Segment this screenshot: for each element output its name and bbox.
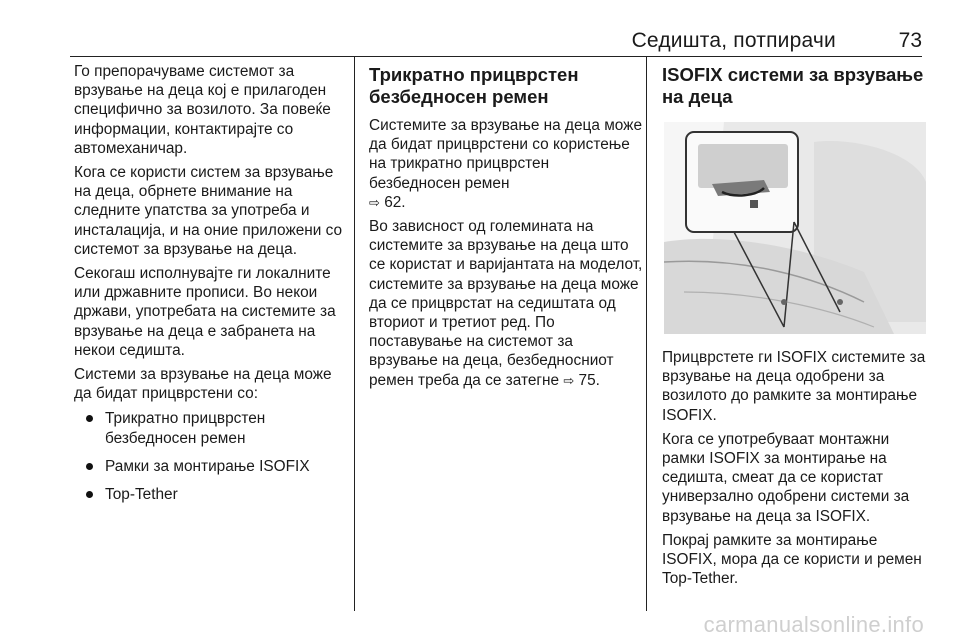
fastening-list bbox=[74, 409, 348, 504]
list-item: Top-Tether bbox=[74, 485, 348, 504]
watermark: carmanualsonline.info bbox=[703, 612, 924, 637]
list-item: Рамки за монтирање ISOFIX bbox=[74, 457, 348, 476]
page-number: 73 bbox=[898, 29, 922, 52]
regulations-paragraph: Секогаш исполнувајте ги локалните или државните прописи. Во некои држави, употребата на системите за врзување на деца е забранета на некои седишта. bbox=[74, 265, 336, 359]
fastening-paragraph: Системи за врзување на деца може да бидат прицврстени со: bbox=[74, 366, 332, 403]
isofix-attach-paragraph: Прицврстете ги ISOFIX системите за врзување на деца одобрени за возилото до рамките за монтирање ISOFIX. bbox=[662, 349, 926, 424]
column-divider-1 bbox=[354, 57, 355, 611]
section-title: Седишта, потпирачи bbox=[631, 29, 836, 52]
header-divider bbox=[70, 56, 922, 57]
column-1 bbox=[74, 62, 348, 513]
isofix-universal-paragraph: Кога се употребуваат монтажни рамки ISOFIX за монтирање на седишта, смеат да се користат универзално одобрени системи за врзување на деца за ISOFIX. bbox=[662, 430, 910, 525]
list-item: Трикратно прицврстен безбедносен ремен bbox=[74, 409, 348, 447]
column-3 bbox=[662, 62, 928, 593]
isofix-heading: ISOFIX системи за врзување на деца bbox=[662, 64, 924, 107]
isofix-seat-illustration bbox=[664, 122, 926, 334]
usage-paragraph: Кога се користи систем за врзување на деца, обрнете внимание на следните упатства за употреба и инсталација, и на оние приложени со системот за врзување на деца. bbox=[74, 164, 343, 258]
page-reference-icon: ⇨ bbox=[369, 194, 380, 210]
paragraph-text: Системите за врзување на деца може да бидат прицврстени со користење на трикратно прицврстен безбедносен ремен bbox=[369, 117, 643, 192]
top-tether-paragraph: Покрај рамките за монтирање ISOFIX, мора да се користи и ремен Top-Tether. bbox=[662, 531, 922, 588]
seat-drawing bbox=[664, 122, 926, 334]
three-point-belt-heading: Трикратно прицврстен безбедносен ремен bbox=[369, 64, 579, 107]
three-point-belt-paragraph bbox=[369, 116, 643, 212]
page-reference-icon: ⇨ bbox=[563, 372, 575, 388]
page-reference-link[interactable]: 62. bbox=[384, 193, 406, 211]
column-divider-2 bbox=[646, 57, 647, 611]
paragraph-text: Во зависност од големината на системите за врзување на деца што се користат и варијантата на моделот, системите за врзување на деца може да се прицврстат на седиштата од вториот и третиот ред. По поставување на системот за врзување на деца, безбедносниот ремен треба да се затегне bbox=[369, 218, 643, 389]
page-reference-link[interactable]: 75. bbox=[578, 371, 600, 389]
intro-paragraph: Го препорачуваме системот за врзување на деца кој е прилагоден специфично за возилото. За повеќе информации, контактирајте со автомеханичар. bbox=[74, 63, 331, 157]
page-header bbox=[70, 28, 922, 58]
seat-rows-paragraph bbox=[369, 217, 643, 390]
column-2 bbox=[369, 62, 643, 395]
